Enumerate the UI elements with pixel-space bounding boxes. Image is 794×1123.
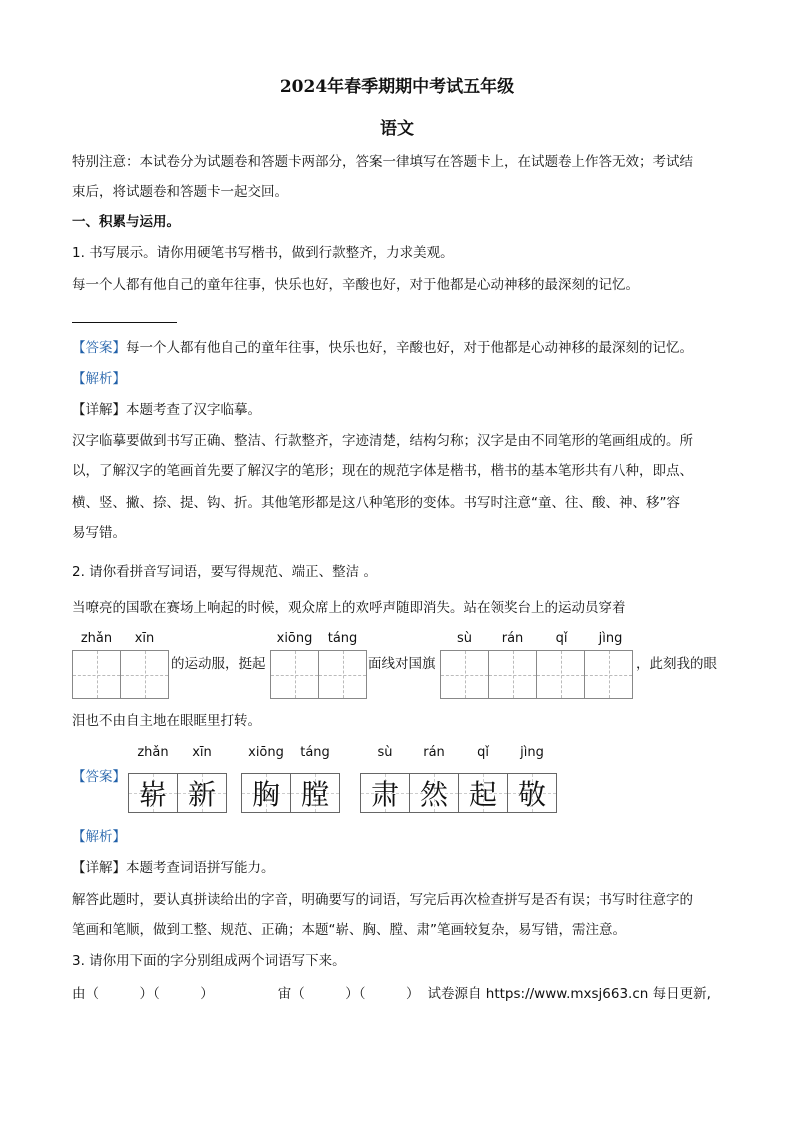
- q2-prompt: 2. 请你看拼音写词语，要写得规范、端正、整洁 。: [72, 564, 377, 580]
- grid-cell[interactable]: [441, 651, 489, 698]
- answer-grid-2: [241, 773, 340, 813]
- q2-seg-3: ，此刻我的眼: [636, 656, 717, 672]
- writing-grid-2[interactable]: [270, 650, 367, 699]
- grid-cell[interactable]: [489, 651, 537, 698]
- source-note: 试卷源自 https://www.mxsj663.cn 每日更新,: [427, 986, 711, 1002]
- pinyin-label: xiōng: [276, 631, 313, 646]
- q1-answer: [72, 338, 693, 358]
- pinyin-label: jìng: [520, 745, 544, 760]
- pinyin-label: táng: [300, 745, 330, 760]
- answer-char: 崭: [129, 774, 178, 812]
- q3-char-1: 由: [72, 986, 86, 1002]
- grid-cell[interactable]: [271, 651, 319, 698]
- q1-explain-4: 易写错。: [72, 525, 126, 541]
- analysis-tag: 【解析】: [72, 829, 126, 845]
- q3-blanks-2[interactable]: （ ）（ ）: [291, 986, 420, 1002]
- subject-title: 语文: [380, 119, 414, 139]
- grid-cell[interactable]: [319, 651, 366, 698]
- grid-cell[interactable]: [537, 651, 585, 698]
- answer-char: 敬: [508, 774, 556, 812]
- answer-char: 新: [178, 774, 226, 812]
- pinyin-label: xīn: [192, 745, 212, 760]
- notice-line-1: 特别注意：本试卷分为试题卷和答题卡两部分，答案一律填写在答题卡上，在试题卷上作答无效；考试结: [72, 154, 693, 170]
- detail-tag: 【详解】: [72, 402, 126, 418]
- q2-explain-2: 笔画和笔顺，做到工整、规范、正确；本题“崭、胸、膛、肃”笔画较复杂，易写错，需注意。: [72, 922, 626, 938]
- q3-char-2: 宙: [277, 986, 292, 1002]
- q1-detail: [72, 400, 261, 420]
- grid-cell[interactable]: [73, 651, 121, 698]
- q2-detail: [72, 858, 275, 878]
- detail-text: 本题考查了汉字临摹。: [126, 402, 261, 418]
- answer-char: 然: [410, 774, 459, 812]
- detail-text: 本题考查词语拼写能力。: [126, 860, 275, 876]
- answer-text: 每一个人都有他自己的童年往事，快乐也好，辛酸也好，对于他都是心动神移的最深刻的记忆。: [126, 340, 693, 356]
- pinyin-label: táng: [327, 631, 358, 646]
- q3-prompt: 3. 请你用下面的字分别组成两个词语写下来。: [72, 953, 346, 969]
- answer-char: 胸: [242, 774, 291, 812]
- section-heading: 一、积累与运用。: [72, 214, 180, 230]
- q1-prompt: 1. 书写展示。请你用硬笔书写楷书，做到行款整齐，力求美观。: [72, 245, 454, 261]
- page-title: 2024年春季期期中考试五年级: [279, 77, 515, 97]
- grid-cell[interactable]: [585, 651, 632, 698]
- q1-explain-1: 汉字临摹要做到书写正确、整洁、行款整齐，字迹清楚，结构匀称；汉字是由不同笔形的笔画组成的。所: [72, 433, 693, 449]
- pinyin-label: sù: [377, 745, 393, 760]
- pinyin-label: jìng: [598, 631, 623, 646]
- pinyin-label: zhǎn: [137, 745, 169, 760]
- answer-char: 起: [459, 774, 508, 812]
- pinyin-label: xīn: [134, 631, 155, 646]
- pinyin-label: rán: [423, 745, 445, 760]
- pinyin-label: qǐ: [555, 631, 568, 646]
- q2-seg-1: 的运动服，挺起: [171, 656, 266, 672]
- q1-explain-2: 以，了解汉字的笔画首先要了解汉字的笔形；现在的规范字体是楷书，楷书的基本笔形共有八种，即点、: [72, 463, 693, 479]
- detail-tag: 【详解】: [72, 860, 126, 876]
- pinyin-label: qǐ: [477, 745, 489, 760]
- q2-line-3: 泪也不由自主地在眼眶里打转。: [72, 713, 261, 729]
- pinyin-label: rán: [501, 631, 524, 646]
- q3-blanks-1[interactable]: （ ）（ ）: [85, 986, 214, 1002]
- q2-line-1: 当嘹亮的国歌在赛场上响起的时候，观众席上的欢呼声随即消失。站在领奖台上的运动员穿着: [72, 600, 626, 616]
- answer-grid-1: [128, 773, 227, 813]
- pinyin-label: xiōng: [248, 745, 284, 760]
- answer-line: [72, 322, 177, 323]
- q2-explain-1: 解答此题时，要认真拼读给出的字音，明确要写的词语，写完后再次检查拼写是否有误；书写时往意字的: [72, 892, 693, 908]
- writing-grid-1[interactable]: [72, 650, 169, 699]
- pinyin-label: sù: [456, 631, 472, 646]
- q1-sentence: 每一个人都有他自己的童年往事，快乐也好，辛酸也好，对于他都是心动神移的最深刻的记忆。: [72, 277, 639, 293]
- notice-line-2: 束后，将试题卷和答题卡一起交回。: [72, 184, 288, 200]
- analysis-tag: 【解析】: [72, 371, 126, 387]
- answer-tag: 【答案】: [72, 340, 126, 356]
- q2-seg-2: 面线对国旗: [368, 656, 436, 672]
- answer-char: 膛: [291, 774, 339, 812]
- answer-tag: 【答案】: [72, 769, 126, 785]
- answer-grid-3: [360, 773, 557, 813]
- q1-explain-3: 横、竖、撇、捺、提、钩、折。其他笔形都是这八种笔形的变体。书写时注意“童、往、酸、神、移”容: [72, 495, 680, 511]
- grid-cell[interactable]: [121, 651, 168, 698]
- writing-grid-3[interactable]: [440, 650, 633, 699]
- pinyin-label: zhǎn: [80, 631, 113, 646]
- q3-row: [72, 984, 711, 1004]
- answer-char: 肃: [361, 774, 410, 812]
